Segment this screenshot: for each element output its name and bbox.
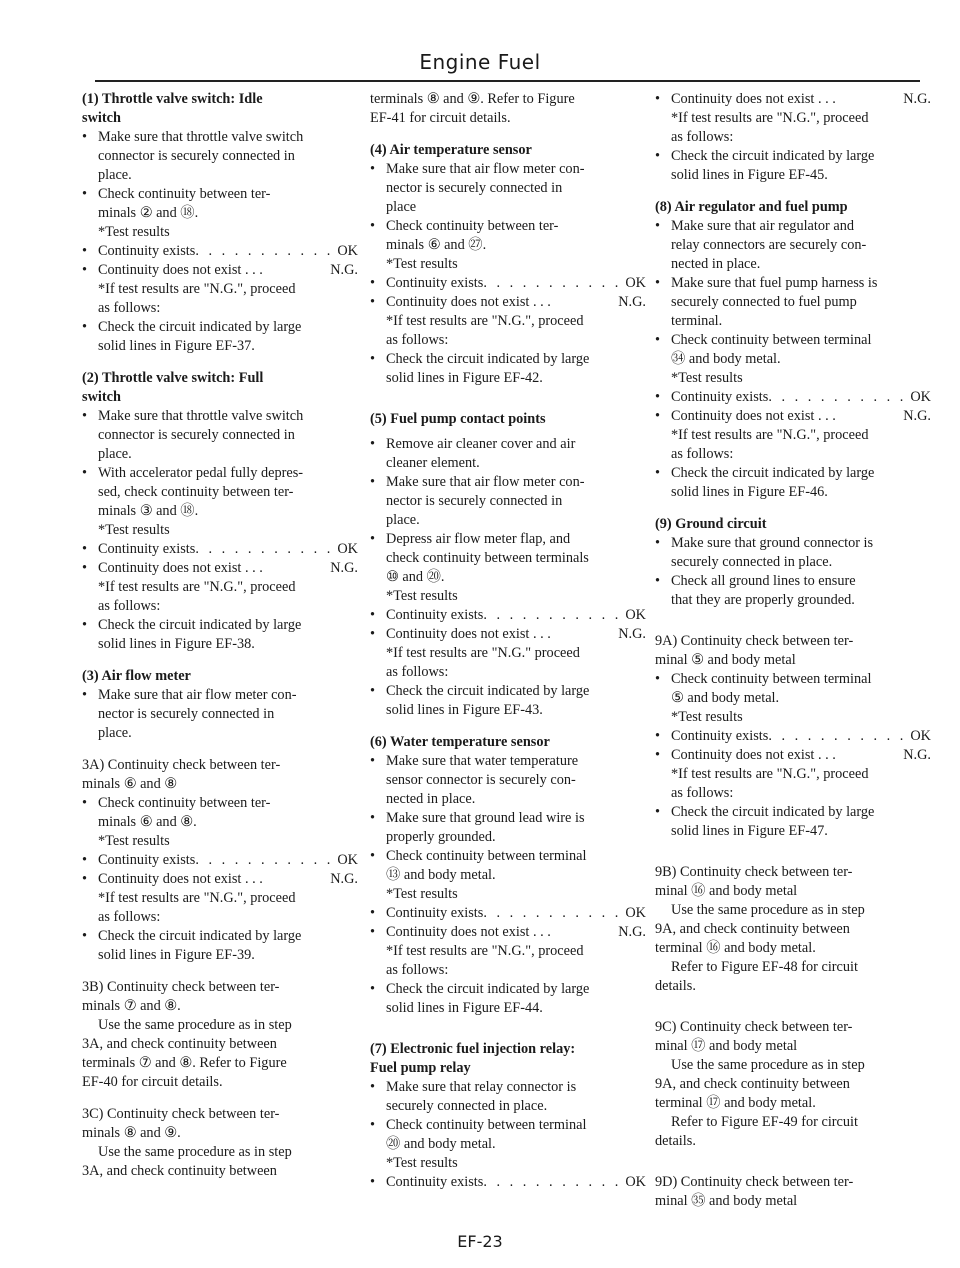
text-line: as follows:: [386, 664, 449, 680]
result-value: N.G.: [903, 91, 931, 107]
result-value: N.G.: [330, 262, 358, 278]
text-line: Check continuity between terminal: [386, 1117, 587, 1133]
test-results-label: *Test results: [98, 522, 170, 538]
bullet-item: • Make sure that air regulator and relay connectors are securely con- nected in place.: [655, 217, 931, 274]
text-line: Make sure that ground lead wire is: [386, 810, 585, 826]
result-value: OK: [625, 275, 646, 291]
text-line: Check the circuit indicated by large: [386, 683, 590, 699]
paragraph: [370, 90, 646, 128]
heading-line: (6) Water temperature sensor: [370, 734, 550, 750]
text-line: solid lines in Figure EF-43.: [386, 702, 543, 718]
text-line: as follows:: [386, 332, 449, 348]
bullet-item: • Check the circuit indicated by large solid lines in Figure EF-43.: [370, 682, 646, 720]
result-label: Continuity exists: [98, 852, 196, 868]
text-line: Make sure that ground connector is: [671, 535, 874, 551]
result-ng-row: • Continuity does not exist . . . N.G.: [370, 924, 646, 940]
section-6-heading: [370, 733, 646, 752]
text-line: terminals ⑧ and ⑨. Refer to Figure: [370, 91, 575, 107]
result-label: Continuity does not exist . . .: [98, 560, 263, 576]
text-line: as follows:: [98, 300, 161, 316]
text-line: ㉞ and body metal.: [671, 351, 781, 367]
bullet-item: • Check continuity between terminal ⑤ and body metal.: [655, 670, 931, 708]
text-line: solid lines in Figure EF-42.: [386, 370, 543, 386]
page-title: Engine Fuel: [419, 50, 541, 74]
text-line: terminal.: [671, 313, 723, 329]
section-8-heading: [655, 198, 931, 217]
result-value: OK: [910, 389, 931, 405]
bullet-item: • Check the circuit indicated by large solid lines in Figure EF-42.: [370, 350, 646, 388]
text-line: properly grounded.: [386, 829, 496, 845]
bullet-item: • Make sure that relay connector is securely connected in place.: [370, 1078, 646, 1116]
text-line: ⑳ and body metal.: [386, 1136, 496, 1152]
text-line: Check the circuit indicated by large: [98, 928, 302, 944]
result-label: Continuity does not exist . . .: [386, 294, 551, 310]
text-line: Depress air flow meter flap, and: [386, 531, 571, 547]
bullet-item: • Check all ground lines to ensure that they are properly grounded.: [655, 572, 931, 610]
text-line: place.: [386, 512, 420, 528]
bullet-item: • Check continuity between terminal ⑳ and body metal.: [370, 1116, 646, 1154]
result-label: Continuity exists: [671, 389, 769, 405]
result-value: OK: [625, 607, 646, 623]
text-line: connector is securely connected in: [98, 148, 295, 164]
result-value: N.G.: [618, 924, 646, 940]
text-line: sed, check continuity between ter-: [98, 484, 294, 500]
section-9d-heading: [655, 1173, 931, 1211]
bullet-item: • Check the circuit indicated by large solid lines in Figure EF-44.: [370, 980, 646, 1018]
text-line: solid lines in Figure EF-46.: [671, 484, 828, 500]
text-line: Check continuity between terminal: [671, 332, 872, 348]
text-line: minals ⑥ and ㉗.: [386, 237, 487, 253]
bullet-item: • Make sure that air flow meter con- nector is securely connected in place.: [370, 473, 646, 530]
text-line: sensor connector is securely con-: [386, 772, 576, 788]
text-line: Check the circuit indicated by large: [386, 981, 590, 997]
result-ok-row: • Continuity exists . . . OK: [655, 727, 931, 746]
text-line: Make sure that fuel pump harness is: [671, 275, 878, 291]
text-line: that they are properly grounded.: [671, 592, 855, 608]
text-line: 3A, and check continuity between: [82, 1036, 277, 1052]
heading-line: 3C) Continuity check between ter-: [82, 1106, 280, 1122]
text-line: minals ② and ⑱.: [98, 205, 199, 221]
text-line: *If test results are "N.G.", proceed: [98, 281, 296, 297]
bullet-item: • Check the circuit indicated by large solid lines in Figure EF-46.: [655, 464, 931, 502]
test-results-label: *Test results: [386, 256, 458, 272]
result-ok-row: • Continuity exists . . . OK: [82, 540, 358, 559]
text-line: nector is securely connected in: [386, 493, 563, 509]
text-line: securely connected in place.: [671, 554, 833, 570]
result-ng-row: • Continuity does not exist . . . N.G.: [370, 294, 646, 310]
paragraph: [82, 1016, 358, 1092]
bullet-item: • Make sure that air flow meter con- nector is securely connected in place: [370, 160, 646, 217]
heading-line: 9D) Continuity check between ter-: [655, 1174, 854, 1190]
heading-line: minal ⑤ and body metal: [655, 652, 796, 668]
heading-line: (1) Throttle valve switch: Idle: [82, 91, 263, 107]
text-line: solid lines in Figure EF-44.: [386, 1000, 543, 1016]
result-ok-row: • Continuity exists . . . OK: [370, 274, 646, 293]
result-label: Continuity exists: [671, 728, 769, 744]
text-line: Remove air cleaner cover and air: [386, 436, 576, 452]
header-rule: [95, 80, 920, 82]
text-line: minals ③ and ⑱.: [98, 503, 199, 519]
heading-line: (7) Electronic fuel injection relay:: [370, 1041, 576, 1057]
result-ng-row: • Continuity does not exist . . . N.G.: [82, 871, 358, 887]
result-ok-row: • Continuity exists . . . OK: [370, 904, 646, 923]
result-ng-row: • Continuity does not exist . . . N.G.: [655, 91, 931, 107]
heading-line: 3B) Continuity check between ter-: [82, 979, 280, 995]
section-9a-heading: [655, 632, 931, 670]
result-ok-row: • Continuity exists . . . OK: [82, 242, 358, 261]
result-value: N.G.: [618, 626, 646, 642]
text-line: details.: [655, 978, 696, 994]
bullet-item: • With accelerator pedal fully depres- sed, check continuity between ter- minals ③ and ⑱.: [82, 464, 358, 521]
section-7-heading: [370, 1040, 646, 1078]
section-4-heading: [370, 141, 646, 160]
result-label: Continuity exists: [386, 607, 484, 623]
bullet-item: • Check the circuit indicated by large solid lines in Figure EF-47.: [655, 803, 931, 841]
text-line: Check the circuit indicated by large: [671, 148, 875, 164]
text-line: *If test results are "N.G.", proceed: [98, 579, 296, 595]
bullet-item: • Make sure that water temperature sensor connector is securely con- nected in place.: [370, 752, 646, 809]
text-line: place.: [98, 167, 132, 183]
result-ng-row: • Continuity does not exist . . . N.G.: [82, 560, 358, 576]
column-1: [82, 90, 358, 1181]
text-line: Make sure that water temperature: [386, 753, 579, 769]
text-line: ⑩ and ⑳.: [386, 569, 445, 585]
result-value: N.G.: [903, 408, 931, 424]
result-ng-row: • Continuity does not exist . . . N.G.: [82, 262, 358, 278]
test-results-label: *Test results: [671, 370, 743, 386]
result-ok-row: • Continuity exists . . . OK: [370, 606, 646, 625]
text-line: place: [386, 199, 417, 215]
text-line: terminal ⑰ and body metal.: [655, 1095, 816, 1111]
bullet-item: • Check the circuit indicated by large solid lines in Figure EF-45.: [655, 147, 931, 185]
result-label: Continuity does not exist . . .: [671, 91, 836, 107]
bullet-item: • Check continuity between terminal ㉞ and body metal.: [655, 331, 931, 369]
heading-line: (9) Ground circuit: [655, 516, 767, 532]
heading-line: 9B) Continuity check between ter-: [655, 864, 853, 880]
result-label: Continuity does not exist . . .: [386, 626, 551, 642]
text-line: Make sure that air regulator and: [671, 218, 855, 234]
text-line: minals ⑥ and ⑧.: [98, 814, 197, 830]
text-line: *If test results are "N.G.", proceed: [386, 943, 584, 959]
result-value: OK: [625, 905, 646, 921]
bullet-item: • Check continuity between ter- minals ② and ⑱.: [82, 185, 358, 223]
section-2-heading: [82, 369, 358, 407]
result-label: Continuity does not exist . . .: [671, 408, 836, 424]
bullet-item: • Check the circuit indicated by large solid lines in Figure EF-38.: [82, 616, 358, 654]
bullet-item: • Check the circuit indicated by large solid lines in Figure EF-39.: [82, 927, 358, 965]
result-label: Continuity exists: [386, 905, 484, 921]
text-line: relay connectors are securely con-: [671, 237, 867, 253]
text-line: *If test results are "N.G." proceed: [386, 645, 580, 661]
text-line: Make sure that throttle valve switch: [98, 408, 304, 424]
text-line: nected in place.: [671, 256, 761, 272]
result-label: Continuity does not exist . . .: [386, 924, 551, 940]
text-line: Refer to Figure EF-48 for circuit: [671, 959, 858, 975]
text-line: *If test results are "N.G.", proceed: [386, 313, 584, 329]
text-line: connector is securely connected in: [98, 427, 295, 443]
column-3: [655, 90, 931, 1211]
result-ng-row: • Continuity does not exist . . . N.G.: [655, 408, 931, 424]
result-value: N.G.: [330, 871, 358, 887]
text-line: nector is securely connected in: [98, 706, 275, 722]
text-line: With accelerator pedal fully depres-: [98, 465, 304, 481]
heading-line: 9C) Continuity check between ter-: [655, 1019, 853, 1035]
text-line: Check continuity between terminal: [671, 671, 872, 687]
bullet-item: • Make sure that throttle valve switch connector is securely connected in place.: [82, 128, 358, 185]
text-line: Use the same procedure as in step: [671, 902, 865, 918]
text-line: solid lines in Figure EF-38.: [98, 636, 255, 652]
text-line: check continuity between terminals: [386, 550, 589, 566]
bullet-item: • Depress air flow meter flap, and check continuity between terminals ⑩ and ⑳.: [370, 530, 646, 587]
section-3b-heading: [82, 978, 358, 1016]
text-line: as follows:: [671, 785, 734, 801]
test-results-label: *Test results: [98, 224, 170, 240]
text-line: Check the circuit indicated by large: [98, 319, 302, 335]
text-line: as follows:: [671, 129, 734, 145]
text-line: Use the same procedure as in step: [671, 1057, 865, 1073]
paragraph: [82, 1143, 358, 1181]
text-line: solid lines in Figure EF-39.: [98, 947, 255, 963]
bullet-item: • Make sure that ground lead wire is properly grounded.: [370, 809, 646, 847]
result-value: N.G.: [618, 294, 646, 310]
result-label: Continuity exists: [98, 541, 196, 557]
heading-line: 3A) Continuity check between ter-: [82, 757, 281, 773]
text-line: ⑬ and body metal.: [386, 867, 496, 883]
heading-line: (3) Air flow meter: [82, 668, 191, 684]
result-value: OK: [337, 541, 358, 557]
result-label: Continuity exists: [386, 275, 484, 291]
text-line: Refer to Figure EF-49 for circuit: [671, 1114, 858, 1130]
test-results-label: *Test results: [671, 709, 743, 725]
section-5-heading: [370, 410, 646, 429]
result-ng-row: • Continuity does not exist . . . N.G.: [370, 626, 646, 642]
text-line: 9A, and check continuity between: [655, 1076, 850, 1092]
text-line: Check the circuit indicated by large: [98, 617, 302, 633]
result-label: Continuity does not exist . . .: [98, 871, 263, 887]
result-ok-row: • Continuity exists . . . OK: [370, 1173, 646, 1192]
bullet-item: • Remove air cleaner cover and air cleaner element.: [370, 435, 646, 473]
bullet-item: • Check continuity between ter- minals ⑥ and ㉗.: [370, 217, 646, 255]
section-1-heading: [82, 90, 358, 128]
text-line: nected in place.: [386, 791, 476, 807]
text-line: Make sure that throttle valve switch: [98, 129, 304, 145]
result-label: Continuity does not exist . . .: [98, 262, 263, 278]
text-line: Check the circuit indicated by large: [671, 804, 875, 820]
heading-line: (2) Throttle valve switch: Full: [82, 370, 264, 386]
heading-line: minals ⑥ and ⑧: [82, 776, 178, 792]
text-line: solid lines in Figure EF-47.: [671, 823, 828, 839]
heading-line: (4) Air temperature sensor: [370, 142, 532, 158]
text-line: Check the circuit indicated by large: [386, 351, 590, 367]
heading-line: switch: [82, 110, 121, 126]
bullet-item: • Make sure that ground connector is securely connected in place.: [655, 534, 931, 572]
text-line: nector is securely connected in: [386, 180, 563, 196]
bullet-item: • Check continuity between ter- minals ⑥ and ⑧.: [82, 794, 358, 832]
bullet-item: • Make sure that fuel pump harness is securely connected to fuel pump terminal.: [655, 274, 931, 331]
result-ok-row: • Continuity exists . . . OK: [655, 388, 931, 407]
text-line: Use the same procedure as in step: [98, 1017, 292, 1033]
paragraph: [655, 1056, 931, 1151]
text-line: Check continuity between ter-: [98, 795, 271, 811]
text-line: Check continuity between ter-: [98, 186, 271, 202]
text-line: as follows:: [671, 446, 734, 462]
text-line: 3A, and check continuity between: [82, 1163, 277, 1179]
heading-line: Fuel pump relay: [370, 1060, 471, 1076]
page-number: EF-23: [457, 1232, 503, 1251]
section-3a-heading: [82, 756, 358, 794]
text-line: details.: [655, 1133, 696, 1149]
text-line: *If test results are "N.G.", proceed: [671, 427, 869, 443]
text-line: Make sure that air flow meter con-: [386, 474, 585, 490]
text-line: as follows:: [98, 598, 161, 614]
section-9b-heading: [655, 863, 931, 901]
text-line: Check all ground lines to ensure: [671, 573, 856, 589]
bullet-item: • Make sure that air flow meter con- nector is securely connected in place.: [82, 686, 358, 743]
test-results-label: *Test results: [386, 886, 458, 902]
text-line: cleaner element.: [386, 455, 480, 471]
result-label: Continuity exists: [386, 1174, 484, 1190]
heading-line: minal ㉟ and body metal: [655, 1193, 798, 1209]
text-line: Check continuity between terminal: [386, 848, 587, 864]
text-line: EF-41 for circuit details.: [370, 110, 511, 126]
heading-line: (5) Fuel pump contact points: [370, 411, 546, 427]
text-line: as follows:: [98, 909, 161, 925]
heading-line: minal ⑰ and body metal: [655, 1038, 798, 1054]
text-line: solid lines in Figure EF-45.: [671, 167, 828, 183]
test-results-label: *Test results: [386, 588, 458, 604]
test-results-label: *Test results: [98, 833, 170, 849]
heading-line: minal ⑯ and body metal: [655, 883, 798, 899]
text-line: Make sure that air flow meter con-: [98, 687, 297, 703]
result-value: OK: [337, 852, 358, 868]
section-9c-heading: [655, 1018, 931, 1056]
text-line: solid lines in Figure EF-37.: [98, 338, 255, 354]
text-line: terminal ⑯ and body metal.: [655, 940, 816, 956]
heading-line: (8) Air regulator and fuel pump: [655, 199, 848, 215]
bullet-item: • Make sure that throttle valve switch connector is securely connected in place.: [82, 407, 358, 464]
result-value: OK: [337, 243, 358, 259]
result-value: OK: [625, 1174, 646, 1190]
text-line: as follows:: [386, 962, 449, 978]
paragraph: [655, 901, 931, 996]
heading-line: 9A) Continuity check between ter-: [655, 633, 854, 649]
test-results-label: *Test results: [386, 1155, 458, 1171]
text-line: *If test results are "N.G.", proceed: [98, 890, 296, 906]
column-2: [370, 90, 646, 1192]
text-line: Make sure that relay connector is: [386, 1079, 577, 1095]
text-line: ⑤ and body metal.: [671, 690, 780, 706]
text-line: terminals ⑦ and ⑧. Refer to Figure: [82, 1055, 287, 1071]
text-line: Check the circuit indicated by large: [671, 465, 875, 481]
section-3c-heading: [82, 1105, 358, 1143]
result-value: N.G.: [330, 560, 358, 576]
result-value: OK: [910, 728, 931, 744]
text-line: place.: [98, 725, 132, 741]
bullet-item: • Check the circuit indicated by large solid lines in Figure EF-37.: [82, 318, 358, 356]
text-line: securely connected in place.: [386, 1098, 548, 1114]
result-label: Continuity exists: [98, 243, 196, 259]
result-ok-row: • Continuity exists . . . OK: [82, 851, 358, 870]
text-line: *If test results are "N.G.", proceed: [671, 110, 869, 126]
result-ng-row: • Continuity does not exist . . . N.G.: [655, 747, 931, 763]
result-label: Continuity does not exist . . .: [671, 747, 836, 763]
text-line: place.: [98, 446, 132, 462]
text-line: *If test results are "N.G.", proceed: [671, 766, 869, 782]
text-line: Check continuity between ter-: [386, 218, 559, 234]
text-line: 9A, and check continuity between: [655, 921, 850, 937]
bullet-item: • Check continuity between terminal ⑬ and body metal.: [370, 847, 646, 885]
section-9-heading: [655, 515, 931, 534]
text-line: securely connected to fuel pump: [671, 294, 857, 310]
section-3-heading: [82, 667, 358, 686]
heading-line: minals ⑦ and ⑧.: [82, 998, 181, 1014]
text-line: Use the same procedure as in step: [98, 1144, 292, 1160]
result-value: N.G.: [903, 747, 931, 763]
text-line: Make sure that air flow meter con-: [386, 161, 585, 177]
text-line: EF-40 for circuit details.: [82, 1074, 223, 1090]
heading-line: switch: [82, 389, 121, 405]
heading-line: minals ⑧ and ⑨.: [82, 1125, 181, 1141]
